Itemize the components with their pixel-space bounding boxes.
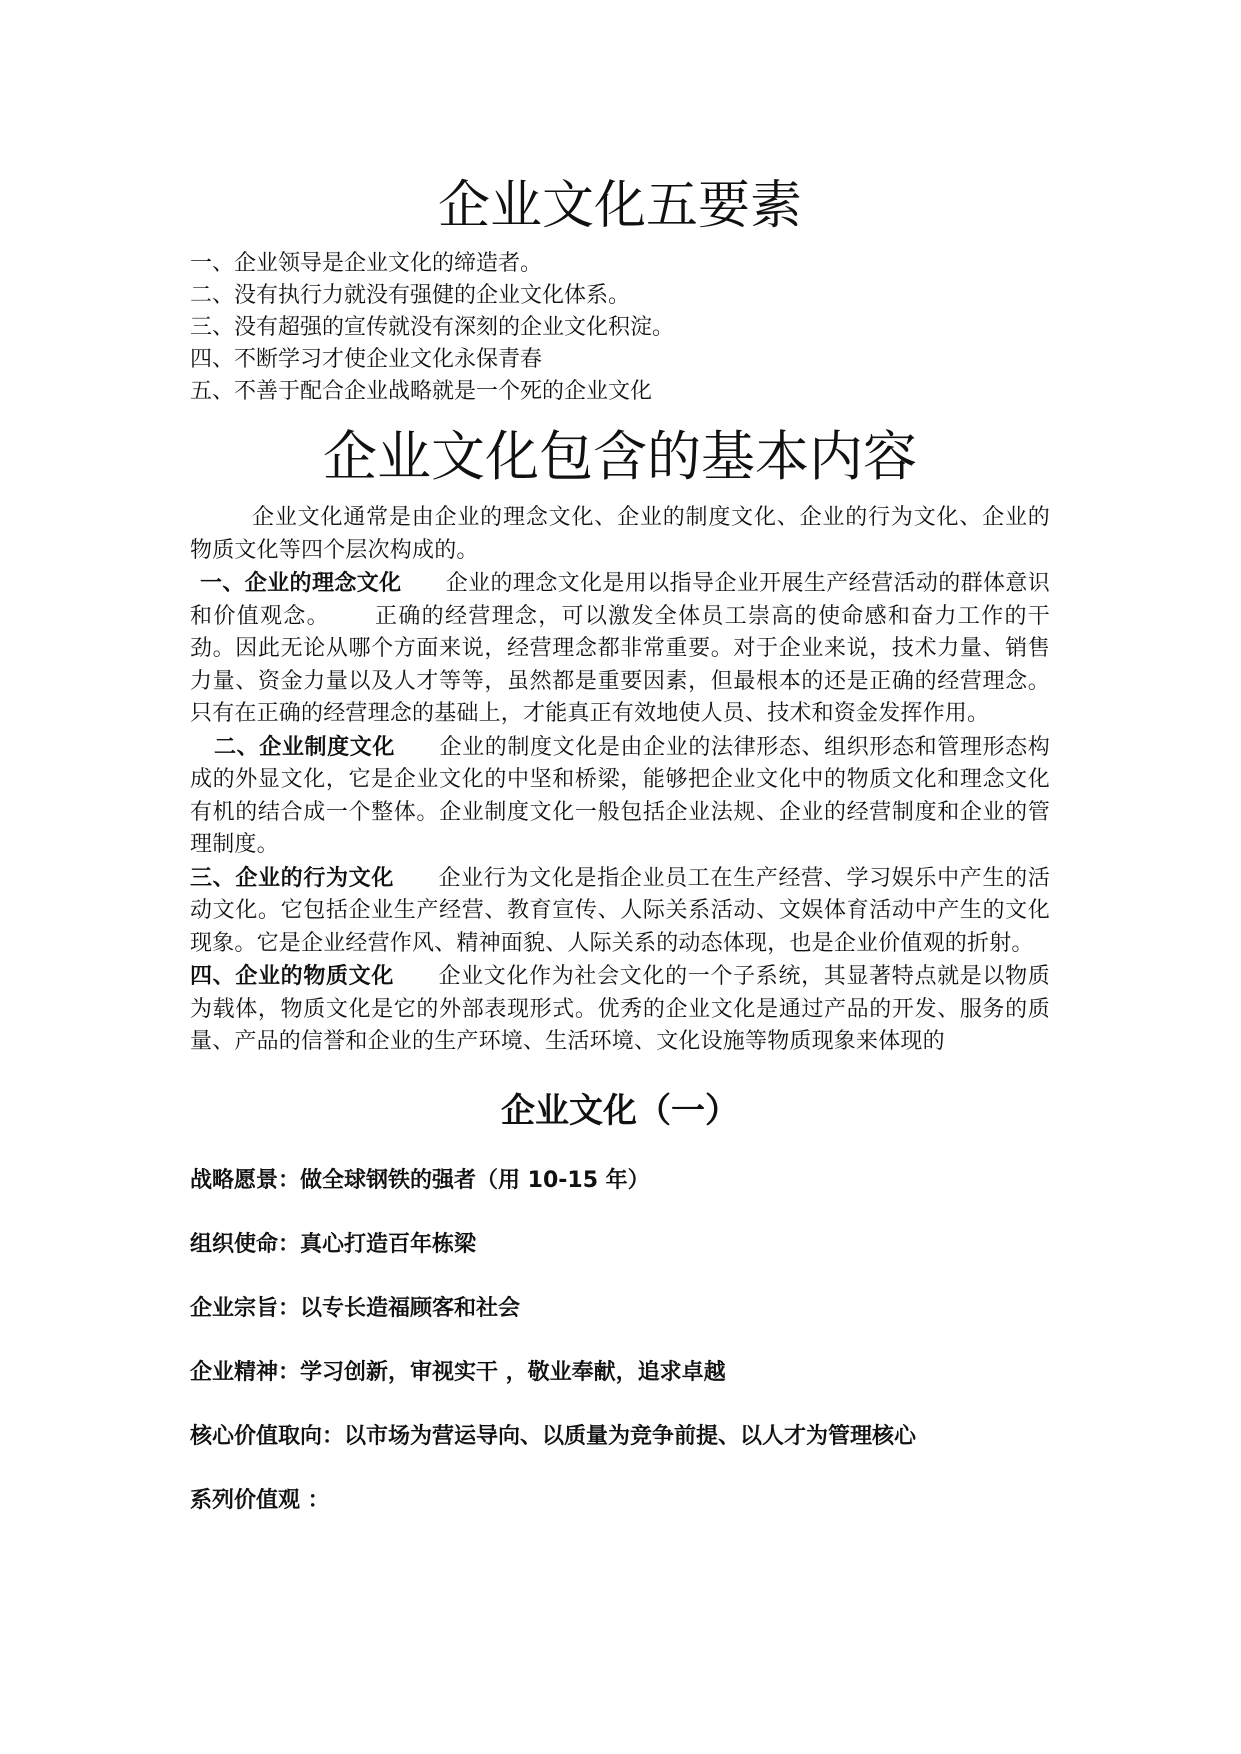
strategic-vision-line: 战略愿景：做全球钢铁的强者（用 10-15 年） (190, 1167, 650, 1193)
concept-culture-text: 企业的理念文化是用以指导企业开展生产经营活动的群体意识和价值观念。 (190, 571, 1050, 629)
value-series-line: 系列价值观 ： (190, 1487, 330, 1513)
basic-content-title: 企业文化包含的基本内容 (323, 425, 917, 488)
list-item: 四、不断学习才使企业文化永保青春 (190, 347, 543, 372)
behavior-culture-text: 企业行为文化是指企业员工在生产经营、学习娱乐中产生的活动文化。它包括企业生产经营、教育宣传、人际关系活动、文娱体育活动中产生的文化现象。它是企业经营作风、精神面貌、人际关系的动态体现，也是企业价值观的折射。 (190, 865, 1050, 956)
list-item: 五、不善于配合企业战略就是一个死的企业文化 (190, 379, 653, 404)
five-elements-title: 企业文化五要素 (437, 176, 802, 236)
system-culture-paragraph (190, 731, 1050, 862)
mission-line: 组织使命：真心打造百年栋梁 (190, 1231, 477, 1257)
purpose-line: 企业宗旨：以专长造福顾客和社会 (190, 1295, 521, 1321)
system-culture-heading: 二、企业制度文化 (214, 733, 396, 760)
material-culture-paragraph (190, 960, 1050, 1059)
core-values-line: 核心价值取向：以市场为营运导向、以质量为竞争前提、以人才为管理核心 (190, 1423, 917, 1449)
concept-culture-text-2: 正确的经营理念，可以激发全体员工崇高的使命感和奋力工作的干劲。因此无论从哪个方面来说，经营理念都非常重要。对于企业来说，技术力量、销售力量、资金力量以及人才等等，虽然都是重要因素，但最根本的还是正确的经营理念。只有在正确的经营理念的基础上，才能真正有效地使人员、技术和资金发挥作用。 (190, 603, 1050, 726)
behavior-culture-paragraph (190, 862, 1050, 961)
corporate-culture-one-title: 企业文化（一） (501, 1090, 739, 1131)
list-item: 三、没有超强的宣传就没有深刻的企业文化积淀。 (190, 315, 675, 340)
list-item: 一、企业领导是企业文化的缔造者。 (190, 251, 543, 276)
intro-paragraph: 企业文化通常是由企业的理念文化、企业的制度文化、企业的行为文化、企业的物质文化等四个层次构成的。 (190, 505, 1050, 563)
material-culture-heading: 四、企业的物质文化 (190, 963, 394, 989)
five-elements-list (190, 248, 1050, 408)
behavior-culture-heading: 三、企业的行为文化 (190, 864, 394, 891)
concept-culture-paragraph (190, 567, 1050, 731)
list-item: 二、没有执行力就没有强健的企业文化体系。 (190, 283, 631, 308)
concept-culture-heading: 一、企业的理念文化 (200, 570, 402, 596)
material-culture-text: 企业文化作为社会文化的一个子系统，其显著特点就是以物质为载体，物质文化是它的外部表现形式。优秀的企业文化是通过产品的开发、服务的质量、产品的信誉和企业的生产环境、生活环境、文化设施等物质现象来体现的 (190, 964, 1050, 1054)
document-content (190, 168, 1050, 1533)
system-culture-text: 企业的制度文化是由企业的法律形态、组织形态和管理形态构成的外显文化，它是企业文化的中坚和桥梁，能够把企业文化中的物质文化和理念文化有机的结合成一个整体。企业制度文化一般包括企业法规、企业的经营制度和企业的管理制度。 (190, 734, 1050, 857)
spirit-line: 企业精神：学习创新，审视实干 ，敬业奉献，追求卓越 (190, 1359, 726, 1385)
